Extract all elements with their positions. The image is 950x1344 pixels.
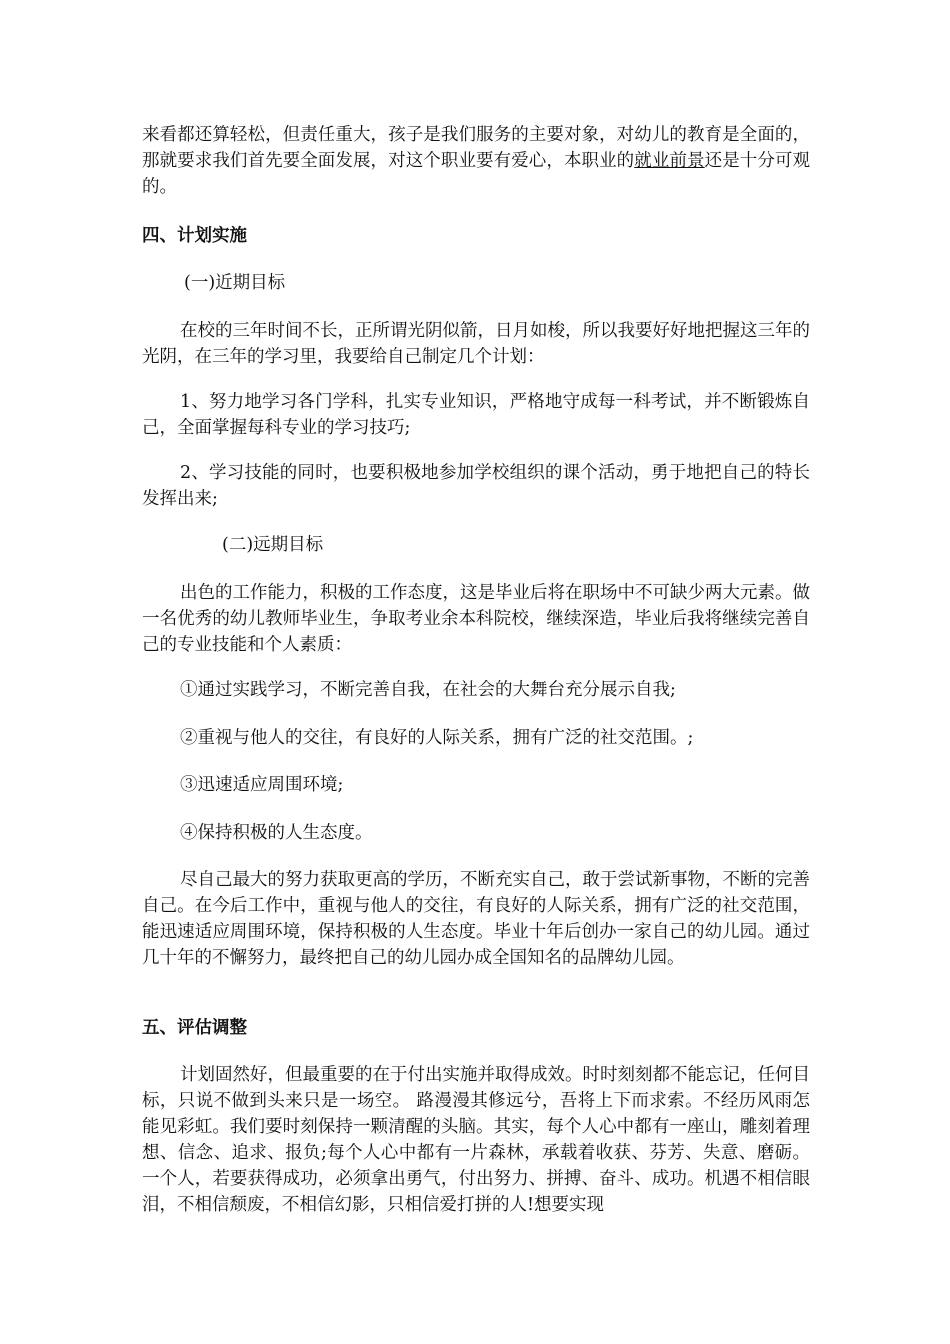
paragraph-text: 还是十分可观的。 xyxy=(142,151,811,197)
paragraph-school-plan: 在校的三年时间不长，正所谓光阴似箭，日月如梭，所以我要好好地把握这三年的光阴，在三年的学习里，我要给自己制定几个计划： xyxy=(142,321,810,367)
subheading-short-term-goals: (一)近期目标 xyxy=(184,273,286,293)
goal-item-1: ①通过实践学习，不断完善自我，在社会的大舞台充分展示自我; xyxy=(180,680,676,700)
plan-item-1: 1、努力地学习各门学科，扎实专业知识，严格地守成每一科考试，并不断锻炼自己，全面掌握每科专业的学习技巧; xyxy=(142,392,810,438)
goal-item-2: ②重视与他人的交往，有良好的人际关系，拥有广泛的社交范围。; xyxy=(180,728,694,748)
paragraph-future-kindergarten: 尽自己最大的努力获取更高的学历，不断充实自己，敢于尝试新事物，不断的完善自己。在今后工作中，重视与他人的交往，有良好的人际关系，拥有广泛的社交范围，能迅速适应周围环境，保持积极的人生态度。毕业十年后创办一家自己的幼儿园。通过几十年的不懈努力，最终把自己的幼儿园办成全国知名的品牌幼儿园。 xyxy=(142,870,810,968)
goal-item-3: ③迅速适应周围环境; xyxy=(180,775,344,795)
plan-item-2: 2、学习技能的同时，也要积极地参加学校组织的课个活动，勇于地把自己的特长发挥出来; xyxy=(142,463,810,509)
paragraph-long-term: 出色的工作能力，积极的工作态度，这是毕业后将在职场中不可缺少两大元素。做一名优秀的幼儿教师毕业生，争取考业余本科院校，继续深造，毕业后我将继续完善自己的专业技能和个人素质： xyxy=(142,583,810,655)
paragraph-evaluation: 计划固然好，但最重要的在于付出实施并取得成效。时时刻刻都不能忘记，任何目标，只说不做到头来只是一场空。 路漫漫其修远兮，吾将上下而求索。不经历风雨怎能见彩虹。我们要时刻保持一颗清醒的头脑。其实，每个人心中都有一座山，雕刻着理想、信念、追求、报负;每个人心中都有一片森林，承载着收获、芬芳、失意、磨砺。一个人，若要获得成功，必须拿出勇气，付出努力、拼搏、奋斗、成功。机遇不相信眼泪，不相信颓废，不相信幻影，只相信爱打拼的人!想要实现 xyxy=(142,1065,810,1215)
subheading-long-term-goals: (二)远期目标 xyxy=(222,535,324,555)
heading-plan-implementation: 四、计划实施 xyxy=(142,226,247,246)
paragraph-career-outlook xyxy=(142,122,810,200)
heading-evaluation-adjustment: 五、评估调整 xyxy=(142,1018,247,1038)
paragraph-text: 来看都还算轻松，但责任重大，孩子是我们服务的主要对象，对幼儿的教育是全面的，那就要求我们首先要全面发展，对这个职业要有爱心，本职业的 xyxy=(142,125,810,171)
employment-prospects-link[interactable]: 就业前景 xyxy=(634,151,705,171)
goal-item-4: ④保持积极的人生态度。 xyxy=(180,823,373,843)
